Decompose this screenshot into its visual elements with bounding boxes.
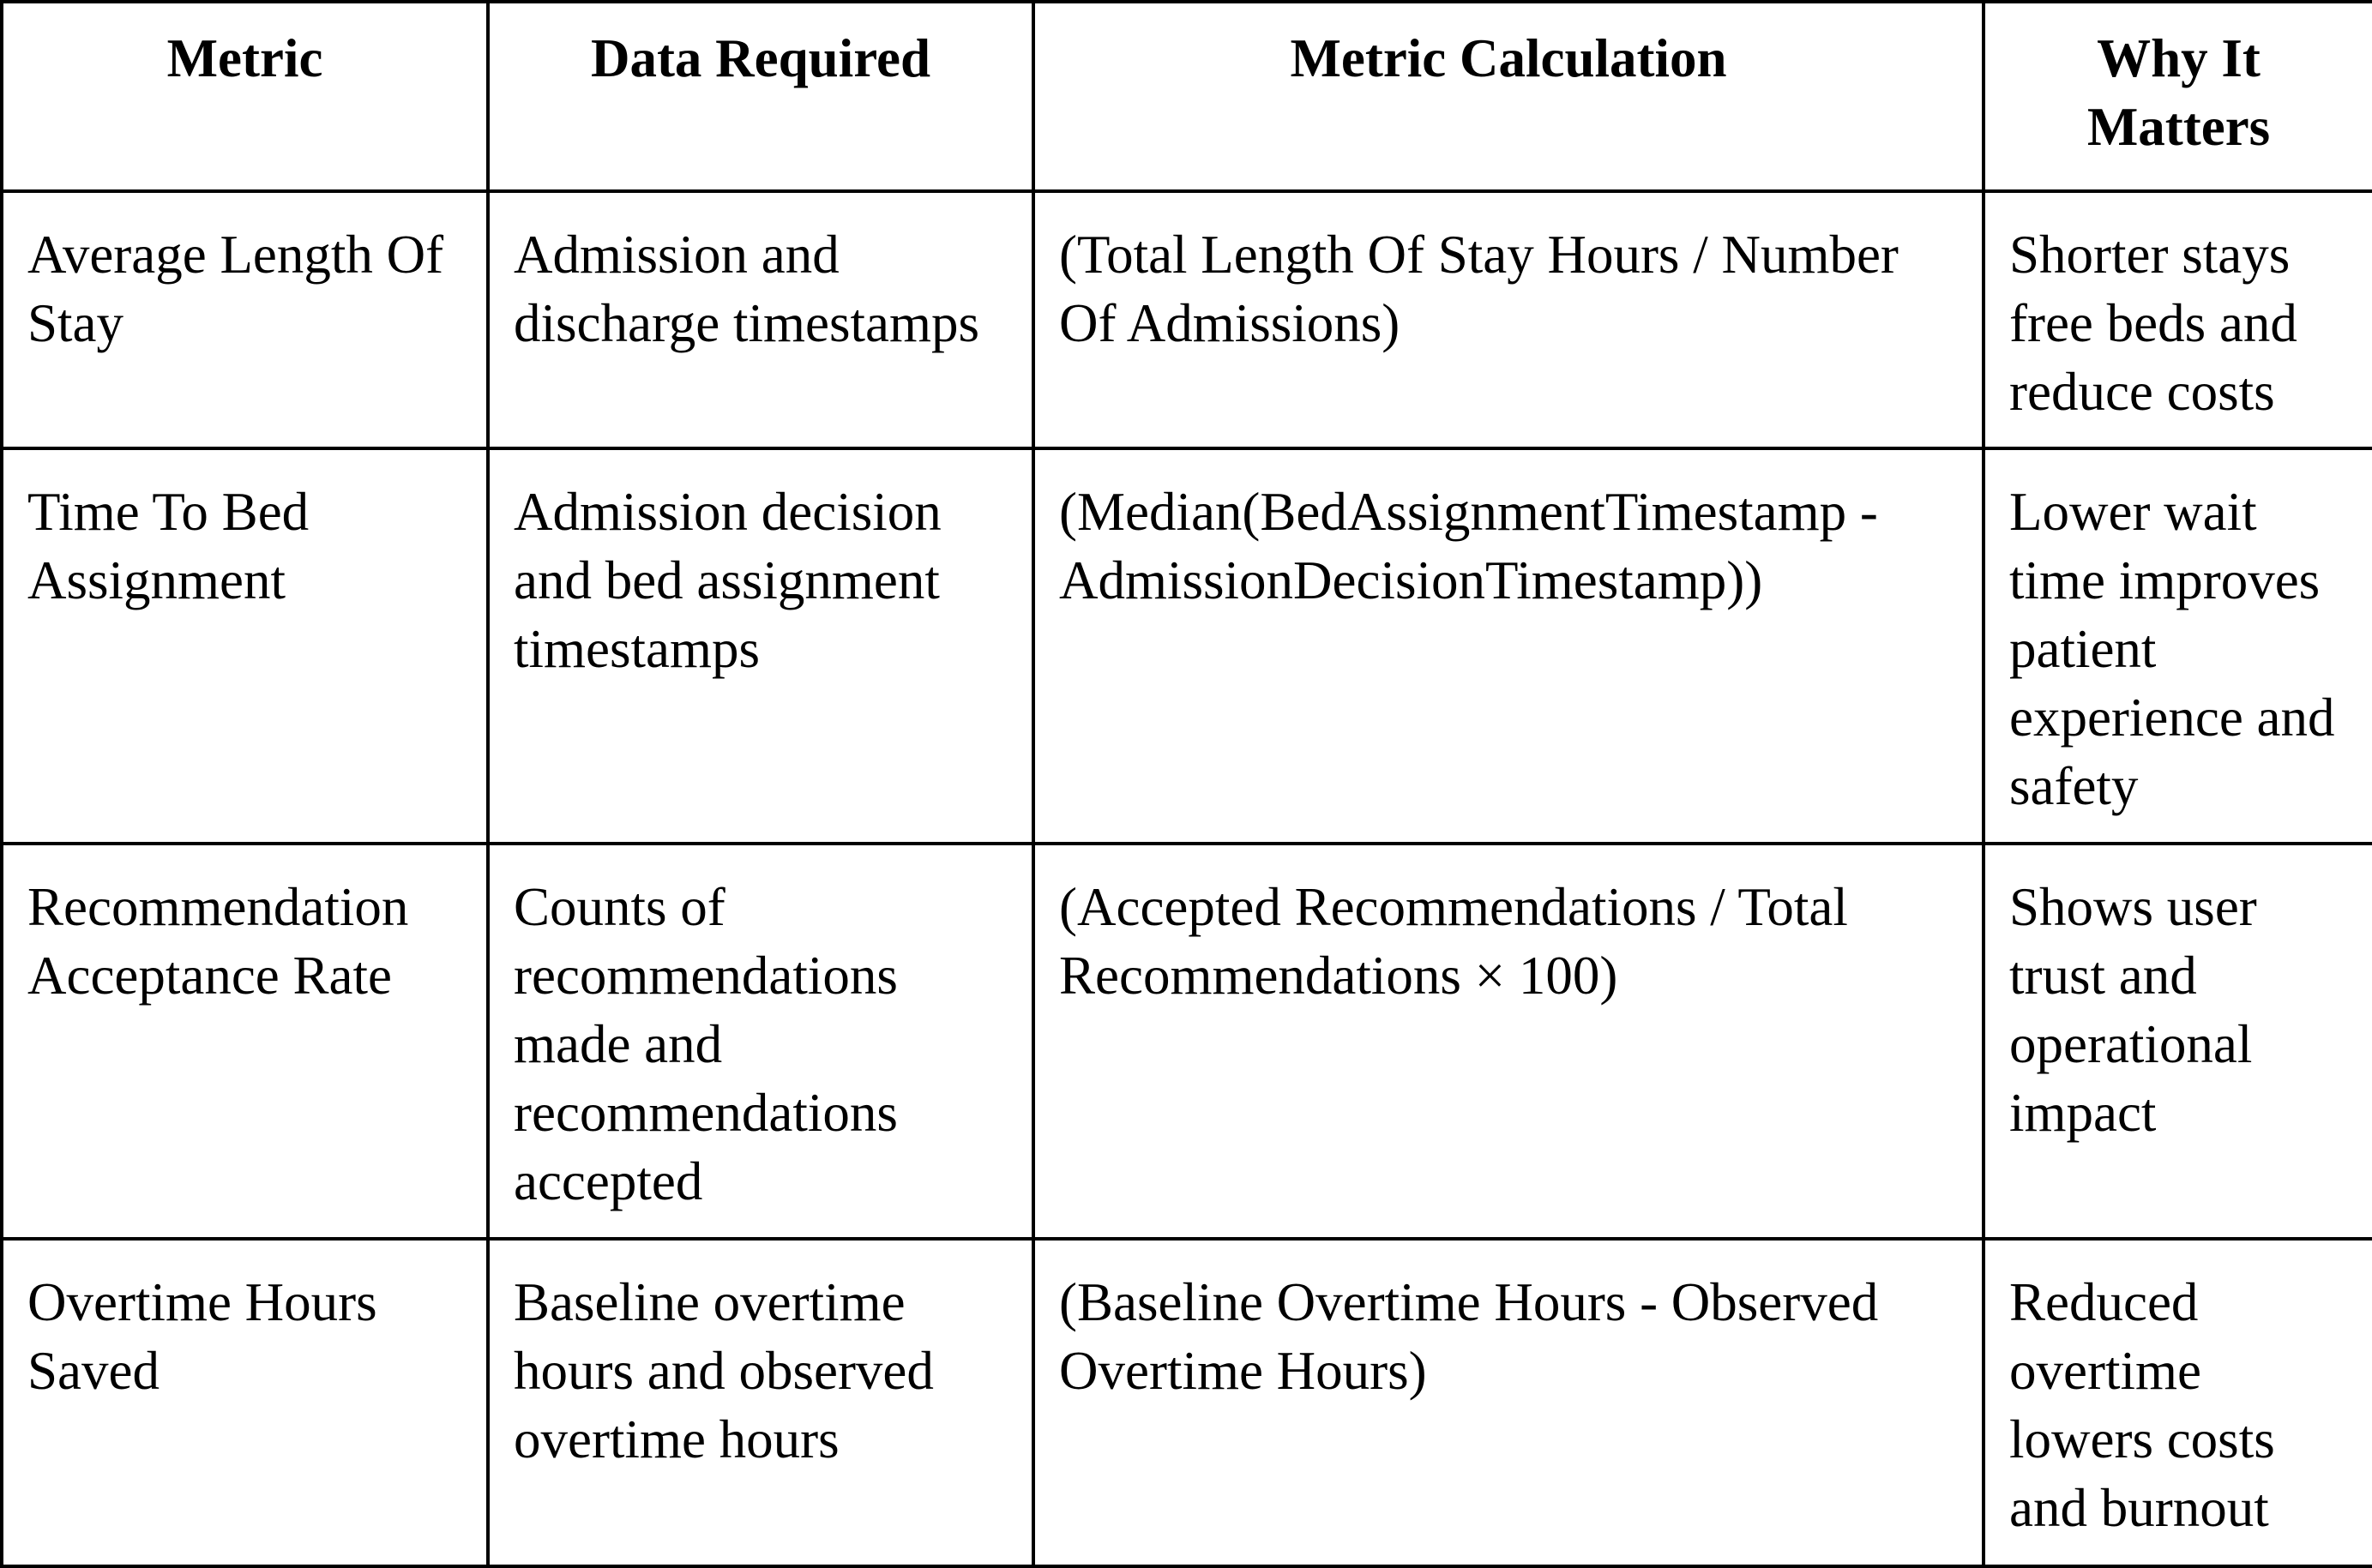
header-why-it-matters [1984, 2, 2372, 191]
cell-data-required: Admission decision and bed assignment timestamps [488, 448, 1033, 844]
header-data-required: Data Required [488, 2, 1033, 191]
cell-metric: Average Length Of Stay [2, 191, 488, 448]
table-header-row [2, 2, 2372, 191]
table-row [2, 844, 2372, 1239]
cell-why: Shorter stays free beds and reduce costs [1984, 191, 2372, 448]
cell-metric: Time To Bed Assignment [2, 448, 488, 844]
cell-why: Shows user trust and operational impact [1984, 844, 2372, 1239]
cell-data-required: Admission and discharge timestamps [488, 191, 1033, 448]
cell-calculation: (Baseline Overtime Hours - Observed Overtime Hours) [1033, 1239, 1984, 1566]
cell-data-required: Baseline overtime hours and observed overtime hours [488, 1239, 1033, 1566]
cell-why: Reduced overtime lowers costs and burnout [1984, 1239, 2372, 1566]
cell-metric: Overtime Hours Saved [2, 1239, 488, 1566]
header-why-it-matters-label: Why It Matters [2086, 28, 2271, 157]
table-row [2, 448, 2372, 844]
header-metric: Metric [2, 2, 488, 191]
table-row [2, 1239, 2372, 1566]
header-metric-calculation: Metric Calculation [1033, 2, 1984, 191]
table-row [2, 191, 2372, 448]
cell-calculation: (Total Length Of Stay Hours / Number Of Admissions) [1033, 191, 1984, 448]
cell-calculation: (Accepted Recommendations / Total Recommendations × 100) [1033, 844, 1984, 1239]
cell-data-required: Counts of recommendations made and recommendations accepted [488, 844, 1033, 1239]
cell-calculation: (Median(BedAssignmentTimestamp - AdmissionDecisionTimestamp)) [1033, 448, 1984, 844]
cell-why: Lower wait time improves patient experience and safety [1984, 448, 2372, 844]
cell-metric: Recommendation Acceptance Rate [2, 844, 488, 1239]
